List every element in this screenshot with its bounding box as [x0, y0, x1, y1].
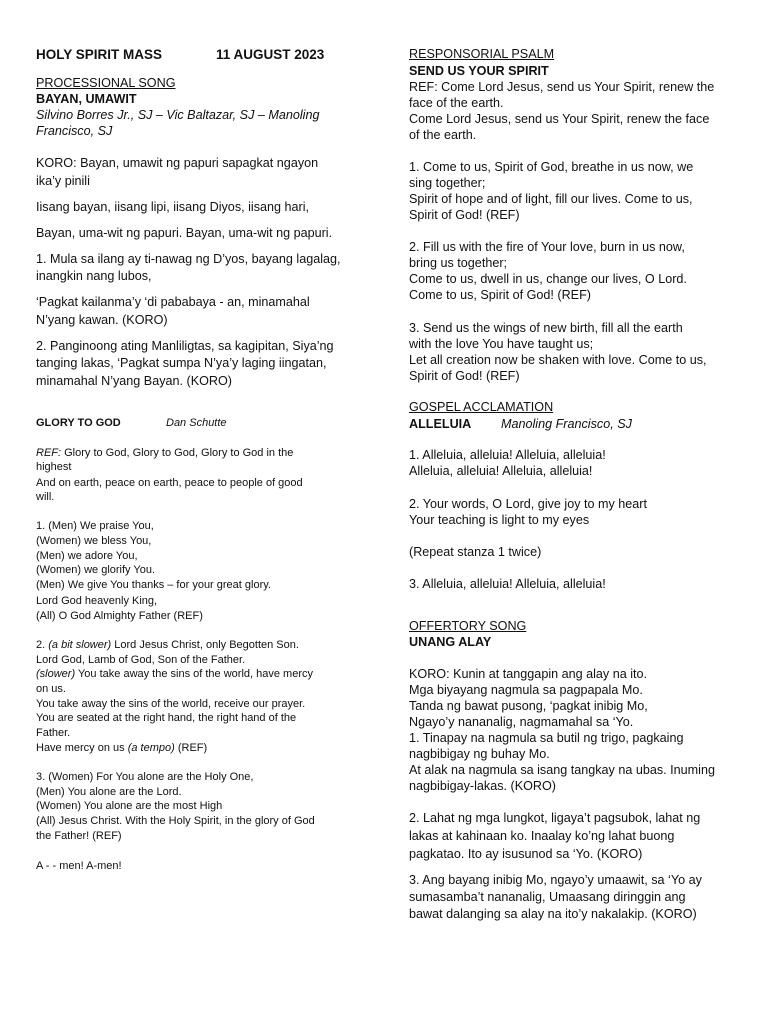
processional-koro-line: KORO: Bayan, umawit ng papuri sapagkat ngayon [36, 156, 319, 170]
offertory-v2-line: 2. Lahat ng mga lungkot, ligaya’t pagsubok, lahat ng [409, 811, 701, 825]
offertory-v1-line: nagbibigay ng buhay Mo. [409, 747, 550, 761]
processional-song-title: BAYAN, UMAWIT [36, 92, 137, 106]
processional-section-heading: PROCESSIONAL SONG [36, 76, 176, 90]
gloria-v2-line: on us. [36, 683, 66, 695]
mass-date: 11 AUGUST 2023 [216, 47, 325, 62]
gloria-ref-line [36, 446, 293, 460]
gloria-v2-tempo: (a bit slower) [48, 639, 112, 651]
gloria-v1-line: Lord God heavenly King, [36, 595, 158, 607]
offertory-v3-line: sumasamba’t nananalig, Umaasang diringgin ang [409, 890, 686, 904]
offertory-koro-line: KORO: Kunin at tanggapin ang alay na ito. [409, 667, 648, 681]
psalm-ref-line: REF: Come Lord Jesus, send us Your Spirit, renew the [409, 80, 715, 94]
processional-koro-line: ika’y pinili [36, 174, 90, 188]
processional-verse1-line: 1. Mula sa ilang ay ti-nawag ng D’yos, bayang lagalag, [36, 252, 341, 266]
gloria-v2-text: You take away the sins of the world, have mercy [75, 668, 313, 680]
processional-verse1-line: inangkin nang lubos, [36, 269, 152, 283]
gloria-v2-number: 2. [36, 639, 49, 651]
gloria-v2-line [36, 667, 313, 681]
offertory-v1-line: 1. Tinapay na nagmula sa butil ng trigo, pagkaing [409, 731, 684, 745]
psalm-title: SEND US YOUR SPIRIT [409, 64, 549, 78]
processional-verse2-line: minamahal N’yang Bayan. (KORO) [36, 374, 232, 388]
psalm-ref-line: of the earth. [409, 128, 477, 142]
gloria-v1-line: (Men) we adore You, [36, 550, 138, 562]
psalm-v3-line: Let all creation now be shaken with love. Come to us, [409, 353, 707, 367]
psalm-v3-line: Spirit of God! (REF) [409, 369, 520, 383]
gospel-section-heading: GOSPEL ACCLAMATION [409, 400, 554, 414]
psalm-v1-line: sing together; [409, 176, 486, 190]
gloria-v2-line [36, 638, 299, 652]
gloria-ref-line: highest [36, 461, 72, 473]
gloria-v2-line [36, 741, 207, 755]
psalm-v3-line: with the love You have taught us; [409, 337, 594, 351]
gloria-v2-line: Father. [36, 727, 71, 739]
psalm-v1-line: Spirit of God! (REF) [409, 208, 520, 222]
gospel-repeat-note: (Repeat stanza 1 twice) [409, 545, 542, 559]
offertory-v1-line: At alak na nagmula sa isang tangkay na ubas. Inuming [409, 763, 715, 777]
gospel-v1-line: 1. Alleluia, alleluia! Alleluia, alleluia! [409, 448, 606, 462]
offertory-v2-line: lakas at kahinaan ko. Inaalay ko’ng lahat buong [409, 829, 675, 843]
gloria-v2-text: Have mercy on us [36, 742, 128, 754]
gospel-title: ALLELUIA [409, 417, 472, 431]
processional-verse2-line: tanging lakas, ‘Pagkat sumpa N’ya’y laging iingatan, [36, 356, 327, 370]
offertory-koro-line: Mga biyayang nagmula sa pagpapala Mo. [409, 683, 643, 697]
psalm-v2-line: bring us together; [409, 256, 508, 270]
offertory-section-heading: OFFERTORY SONG [409, 619, 527, 633]
gloria-v1-line: (All) O God Almighty Father (REF) [36, 610, 203, 622]
psalm-v2-line: 2. Fill us with the fire of Your love, burn in us now, [409, 240, 685, 254]
gloria-v2-text: (REF) [174, 742, 208, 754]
gloria-v3-line: the Father! (REF) [36, 830, 122, 842]
gloria-ref-line: And on earth, peace on earth, peace to people of good [36, 477, 303, 489]
processional-lyric-line: Bayan, uma-wit ng papuri. Bayan, uma-wit ng papuri. [36, 226, 333, 240]
offertory-koro-line: Ngayo’y nananalig, nagmamahal sa ‘Yo. [409, 715, 634, 729]
gospel-v2-line: Your teaching is light to my eyes [409, 513, 590, 527]
gloria-v2-text: Lord Jesus Christ, only Begotten Son. [111, 639, 299, 651]
psalm-v1-line: Spirit of hope and of light, fill our lives. Come to us, [409, 192, 693, 206]
gloria-v2-tempo: (slower) [36, 668, 76, 680]
psalm-v3-line: 3. Send us the wings of new birth, fill all the earth [409, 321, 683, 335]
processional-verse2-line: 2. Panginoong ating Manliligtas, sa kagipitan, Siya’ng [36, 339, 334, 353]
psalm-ref-line: Come Lord Jesus, send us Your Spirit, renew the face [409, 112, 710, 126]
gloria-v2-line: You are seated at the right hand, the right hand of the [36, 712, 297, 724]
processional-lyric-line: Iisang bayan, iisang lipi, iisang Diyos, iisang hari, [36, 200, 310, 214]
offertory-v3-line: bawat dalanging sa alay na ito’y nakalakip. (KORO) [409, 907, 697, 921]
gloria-v1-line: (Women) we glorify You. [36, 564, 156, 576]
gloria-v3-line: (Women) You alone are the most High [36, 800, 223, 812]
gloria-v1-line: 1. (Men) We praise You, [36, 520, 154, 532]
gloria-title: GLORY TO GOD [36, 417, 121, 429]
gloria-v1-line: (Women) we bless You, [36, 535, 152, 547]
processional-composers-line: Silvino Borres Jr., SJ – Vic Baltazar, SJ – Manoling [36, 108, 320, 122]
offertory-title: UNANG ALAY [409, 635, 492, 649]
gospel-v3-line: 3. Alleluia, alleluia! Alleluia, alleluia! [409, 577, 606, 591]
psalm-section-heading: RESPONSORIAL PSALM [409, 47, 555, 61]
psalm-v2-line: Come to us, dwell in us, change our lives, O Lord. [409, 272, 687, 286]
gloria-v1-line: (Men) We give You thanks – for your great glory. [36, 579, 271, 591]
gloria-composer: Dan Schutte [166, 417, 227, 429]
gloria-v2-line: You take away the sins of the world, receive our prayer. [36, 698, 306, 710]
offertory-v1-line: nagbibigay-lakas. (KORO) [409, 779, 556, 793]
processional-verse1-line: N’yang kawan. (KORO) [36, 313, 168, 327]
gospel-composer: Manoling Francisco, SJ [501, 417, 632, 431]
psalm-v2-line: Come to us, Spirit of God! (REF) [409, 288, 591, 302]
processional-verse1-line: ‘Pagkat kailanma’y ‘di pababaya - an, minamahal [36, 295, 310, 309]
gloria-v2-tempo: (a tempo) [127, 742, 175, 754]
gloria-v3-line: 3. (Women) For You alone are the Holy One, [36, 771, 254, 783]
gloria-v3-line: (All) Jesus Christ. With the Holy Spirit, in the glory of God [36, 815, 315, 827]
gloria-v3-line: (Men) You alone are the Lord. [36, 786, 182, 798]
psalm-v1-line: 1. Come to us, Spirit of God, breathe in us now, we [409, 160, 694, 174]
gloria-ref-text: Glory to God, Glory to God, Glory to God in the [61, 447, 294, 459]
offertory-v2-line: pagkatao. Ito ay isusunod sa ‘Yo. (KORO) [409, 847, 643, 861]
mass-title: HOLY SPIRIT MASS [36, 47, 163, 62]
psalm-ref-line: face of the earth. [409, 96, 504, 110]
offertory-koro-line: Tanda ng bawat pusong, ‘pagkat inibig Mo, [409, 699, 648, 713]
offertory-v3-line: 3. Ang bayang inibig Mo, ngayo’y umaawit, sa ‘Yo ay [409, 873, 702, 887]
gloria-amen: A - - men! A-men! [36, 860, 122, 872]
processional-composers-line: Francisco, SJ [36, 124, 113, 138]
gloria-v2-line: Lord God, Lamb of God, Son of the Father. [36, 654, 246, 666]
gloria-ref-line: will. [36, 491, 55, 503]
gospel-v2-line: 2. Your words, O Lord, give joy to my heart [409, 497, 648, 511]
gospel-v1-line: Alleluia, alleluia! Alleluia, alleluia! [409, 464, 593, 478]
gloria-ref-label: REF: [36, 447, 62, 459]
